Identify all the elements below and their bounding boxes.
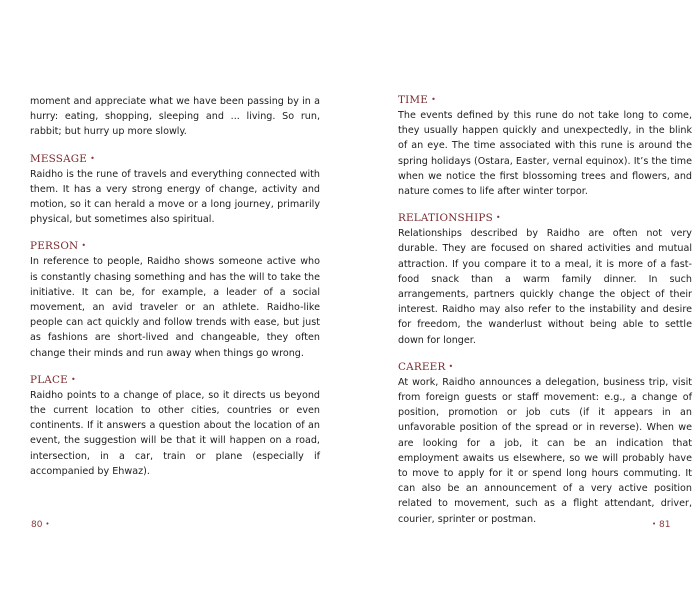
section-body: At work, Raidho announces a delegation, business trip, visit from foreign guests or staff movement: e.g., a change of position, promotion or job cuts (if it appears in an unfavorable position of the spread or in reverse). When we are looking for a job, it can be an indication that employment awaits us elsewhere, so we will probably have to move to apply for it or spend long hours commuting. It can also be an announcement of a very active position related to movement, such as a flight attendant, driver, courier, sprinter or postman.: [398, 376, 692, 525]
section-body: The events defined by this rune do not take long to come, they usually happen quickly and unexpectedly, in the blink of an eye. The time associated with this rune is around the spring holidays (Ostara, Easter, vernal equinox). It’s the time when we notice the first blossoming trees and flowers, and nature comes to life after winter torpor.: [398, 110, 692, 198]
section-marker: •: [81, 241, 87, 251]
heading-text: MESSAGE: [30, 152, 88, 165]
heading-text: PERSON: [30, 240, 79, 253]
section-heading: [30, 152, 320, 166]
page-number-marker: •: [652, 520, 657, 528]
section-marker: •: [431, 95, 436, 104]
heading-text: PLACE: [30, 373, 68, 386]
section-heading: [398, 360, 692, 374]
section-heading: [30, 373, 320, 387]
section-message: [30, 152, 320, 228]
heading-text: CAREER: [398, 360, 446, 373]
section-marker: •: [495, 213, 501, 223]
intro-text: moment and appreciate what we have been passing by in a hurry: eating, shopping, sleeping and ... living. So run, rabbit; but hurry up more slowly.: [30, 96, 320, 138]
page-number-left: [31, 520, 49, 530]
section-body: Raidho points to a change of place, so it directs us beyond the current location to other cities, countries or even continents. If it answers a question about the location of an event, the suggestion will be that it will happen on a road, intersection, in a car, train or plane (especially if accompanied by Ehwaz).: [30, 389, 320, 477]
section-marker: •: [448, 361, 454, 371]
heading-text: RELATIONSHIPS: [398, 212, 493, 225]
section-relationships: [398, 211, 692, 348]
left-text-column: [30, 94, 320, 479]
section-place: [30, 373, 320, 479]
page-number-text: 81: [659, 520, 671, 530]
right-page: [350, 0, 700, 600]
page-number-marker: •: [45, 520, 50, 528]
section-heading: [398, 211, 692, 225]
page-number-text: 80: [31, 520, 43, 530]
heading-text: TIME: [398, 94, 429, 106]
section-body: Relationships described by Raidho are often not very durable. They are focused on shared activities and mutual attraction. If you compare it to a meal, it is more of a fast-food snack than a warm family dinner. In such arrangements, partners quickly change the object of their interest. Raidho may also refer to the instability and desire for freedom, the wanderlust without being able to settle down for longer.: [398, 228, 692, 346]
section-marker: •: [90, 153, 95, 163]
right-text-column: [398, 93, 692, 527]
section-body: In reference to people, Raidho shows someone active who is constantly chasing something and has the will to take the initiative. It can be, for example, a leader of a social movement, an avid traveler or an athlete. Raidho-like people can act quickly and follow trends with ease, but just as fashions are short-lived and changeable, they often change their minds and run away when things go wrong.: [30, 256, 320, 359]
section-marker: •: [70, 374, 76, 384]
section-heading: [30, 239, 320, 253]
section-body: Raidho is the rune of travels and everything connected with them. It has a very strong energy of change, activity and motion, so it can herald a move or a long journey, primarily physical, but sometimes also spiritual.: [30, 168, 320, 226]
section-person: [30, 239, 320, 360]
section-career: [398, 360, 692, 527]
page-number-right: [652, 520, 670, 530]
intro-paragraph: [30, 94, 320, 140]
section-time: [398, 93, 692, 199]
section-heading: [398, 93, 692, 107]
